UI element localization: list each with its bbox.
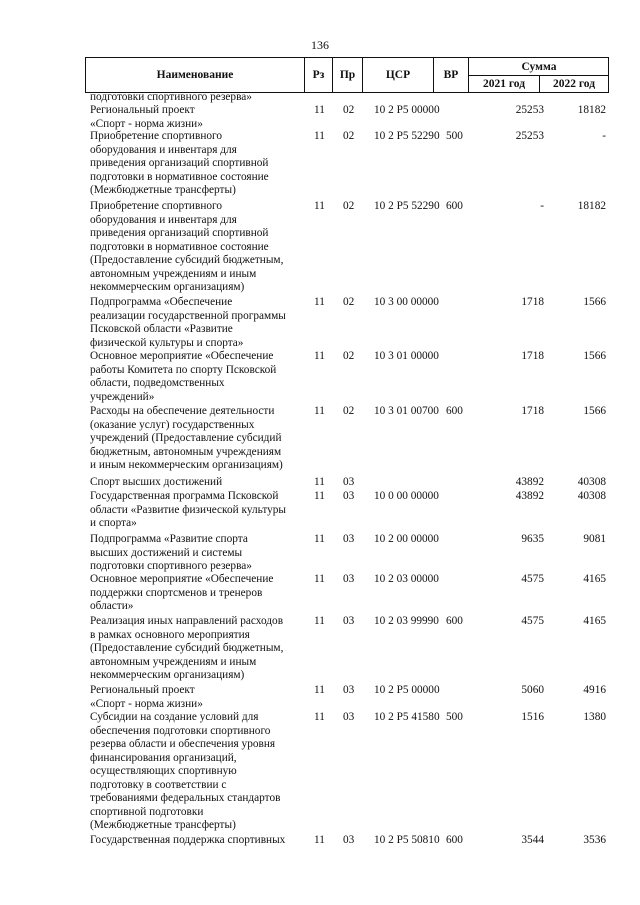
row-sum-2022: - [602, 130, 606, 142]
row-name-line: подготовки в нормативное состояние [90, 170, 269, 183]
row-name-line: высших достижений и системы [90, 546, 243, 559]
row-name-line: (Межбюджетные трансферты) [90, 184, 236, 196]
row-sum-2021: 25253 [515, 104, 544, 116]
row-name-line: (оказание услуг) государственных [90, 418, 255, 431]
row-csr: 10 3 01 00000 [374, 350, 439, 362]
row-sum-2021: 1718 [521, 350, 544, 362]
header-vr: ВР [434, 58, 469, 92]
row-name [90, 296, 305, 350]
row-name-line: спортивной подготовки [90, 805, 204, 818]
row-name-line: физической культуры и спорта» [90, 336, 244, 349]
row-csr: 10 3 01 00700 [374, 405, 439, 417]
row-name [90, 834, 305, 848]
row-sum-2021: 1718 [521, 405, 544, 417]
row-name-line: Приобретение спортивного [90, 200, 223, 212]
row-name [90, 490, 305, 531]
row-name-line: приведения организаций спортивной [90, 157, 269, 169]
row-name-line: подготовки спортивного резерва» [90, 560, 252, 572]
row-sum-2021: 43892 [515, 490, 544, 502]
row-name-line: Региональный проект [90, 104, 195, 116]
row-pr: 03 [343, 533, 355, 545]
row-name [90, 405, 305, 473]
row-name-line: Субсидии на создание условий для [90, 711, 259, 723]
row-name [90, 476, 305, 490]
row-vr: 600 [446, 834, 463, 846]
row-name-line: (Предоставление субсидий бюджетным, [90, 642, 284, 654]
header-year-2021: 2021 год [469, 75, 540, 92]
row-sum-2021: 25253 [515, 130, 544, 142]
row-name [90, 573, 305, 614]
row-sum-2022: 1566 [583, 405, 606, 417]
row-rz: 11 [314, 533, 325, 545]
row-sum-2022: 1566 [583, 350, 606, 362]
row-rz: 11 [314, 573, 325, 585]
row-name-line: Реализация иных направлений расходов [90, 615, 284, 627]
row-name-line: Основное мероприятие «Обеспечение [90, 573, 274, 585]
row-sum-2022: 18182 [577, 200, 606, 212]
header-name: Наименование [86, 58, 305, 92]
row-sum-2021: 3544 [521, 834, 544, 846]
row-name-line: и спорта» [90, 517, 137, 529]
row-name-line: приведения организаций спортивной [90, 227, 269, 239]
row-rz: 11 [314, 296, 325, 308]
row-csr: 10 2 P5 00000 [374, 684, 440, 696]
row-name-line: Подпрограмма «Обеспечение [90, 296, 233, 308]
row-csr: 10 0 00 00000 [374, 490, 439, 502]
row-name-line: Расходы на обеспечение деятельности [90, 405, 275, 417]
row-name-line: осуществляющих спортивную [90, 765, 237, 777]
row-pr: 03 [343, 834, 355, 846]
row-rz: 11 [314, 104, 325, 116]
row-name [90, 350, 305, 404]
row-name-line: поддержки спортсменов и тренеров [90, 586, 263, 599]
row-vr: 500 [446, 711, 463, 723]
row-pr: 03 [343, 490, 355, 502]
row-pr: 03 [343, 476, 355, 488]
row-name-line: учреждений» [90, 390, 155, 403]
row-name-line: подготовку в соответствии с [90, 778, 227, 791]
row-sum-2022: 40308 [577, 476, 606, 488]
row-rz: 11 [314, 130, 325, 142]
row-sum-2022: 40308 [577, 490, 606, 502]
row-name-line: «Спорт - норма жизни» [90, 117, 203, 130]
row-csr: 10 2 P5 00000 [374, 104, 440, 116]
row-name [90, 533, 305, 574]
row-csr: 10 2 P5 41580 [374, 711, 440, 723]
row-vr: 600 [446, 615, 463, 627]
header-sum: Сумма [469, 58, 609, 76]
row-name-line: области, подведомственных [90, 377, 225, 389]
page-number: 136 [311, 38, 329, 52]
row-name-line: учреждений (Предоставление субсидий [90, 432, 282, 444]
row-vr: 600 [446, 405, 463, 417]
row-name-line: области «Развитие физической культуры [90, 503, 287, 516]
row-sum-2022: 4165 [583, 615, 606, 627]
header-pr: Пр [333, 58, 363, 92]
row-sum-2021: - [540, 200, 544, 212]
row-name-line: бюджетным, автономным учреждениям [90, 445, 282, 458]
row-pr: 02 [343, 200, 355, 212]
row-sum-2021: 9635 [521, 533, 544, 545]
row-pr: 02 [343, 104, 355, 116]
row-name-line: требованиями федеральных стандартов [90, 792, 281, 804]
row-csr: 10 2 03 00000 [374, 573, 439, 585]
row-name [90, 104, 305, 131]
row-csr: 10 3 00 00000 [374, 296, 439, 308]
row-pr: 02 [343, 350, 355, 362]
row-sum-2021: 4575 [521, 615, 544, 627]
row-sum-2021: 5060 [521, 684, 544, 696]
row-sum-2021: 43892 [515, 476, 544, 488]
row-name-line: области» [90, 600, 134, 612]
row-sum-2022: 4165 [583, 573, 606, 585]
row-name-line: Государственная поддержка спортивных [90, 834, 286, 846]
row-sum-2022: 9081 [583, 533, 606, 545]
row-name-line: Государственная программа Псковской [90, 490, 279, 502]
row-name-line: Приобретение спортивного [90, 130, 223, 142]
row-csr: 10 2 00 00000 [374, 533, 439, 545]
row-name-line: (Предоставление субсидий бюджетным, [90, 254, 284, 266]
row-name-line: резерва области и обеспечения уровня [90, 738, 276, 750]
row-name-line: некоммерческим организациям) [90, 669, 245, 681]
row-name-line: оборудования и инвентаря для [90, 143, 237, 156]
row-rz: 11 [314, 200, 325, 212]
row-pr: 03 [343, 711, 355, 723]
row-name [90, 615, 305, 683]
row-sum-2021: 1516 [521, 711, 544, 723]
row-rz: 11 [314, 834, 325, 846]
row-sum-2022: 4916 [583, 684, 606, 696]
row-pr: 03 [343, 615, 355, 627]
row-name-line: оборудования и инвентаря для [90, 213, 237, 226]
row-csr: 10 2 03 99990 [374, 615, 439, 627]
row-name-line: Псковской области «Развитие [90, 323, 233, 335]
row-sum-2021: 4575 [521, 573, 544, 585]
row-name-line: финансирования организаций, [90, 751, 237, 764]
row-sum-2022: 1566 [583, 296, 606, 308]
row-rz: 11 [314, 490, 325, 502]
row-name-line: Подпрограмма «Развитие спорта [90, 533, 248, 545]
row-sum-2021: 1718 [521, 296, 544, 308]
row-name [90, 91, 305, 105]
row-vr: 500 [446, 130, 463, 142]
header-year-2022: 2022 год [552, 77, 596, 90]
row-name-line: подготовки спортивного резерва» [90, 91, 252, 103]
table-header [85, 57, 609, 93]
row-name [90, 200, 305, 295]
row-name-line: Спорт высших достижений [90, 476, 223, 488]
row-name-line: обеспечения подготовки спортивного [90, 724, 271, 737]
row-sum-2022: 18182 [577, 104, 606, 116]
row-name-line: некоммерческим организациям) [90, 281, 245, 293]
row-pr: 02 [343, 296, 355, 308]
row-rz: 11 [314, 711, 325, 723]
row-name-line: Региональный проект [90, 684, 195, 696]
row-pr: 03 [343, 573, 355, 585]
row-name-line: «Спорт - норма жизни» [90, 697, 203, 710]
row-vr: 600 [446, 200, 463, 212]
row-pr: 02 [343, 405, 355, 417]
row-pr: 03 [343, 684, 355, 696]
row-csr: 10 2 P5 52290 [374, 200, 440, 212]
row-name-line: (Межбюджетные трансферты) [90, 819, 236, 831]
row-csr: 10 2 P5 50810 [374, 834, 440, 846]
row-sum-2022: 1380 [583, 711, 606, 723]
row-name-line: в рамках основного мероприятия [90, 628, 250, 641]
row-name-line: автономным учреждениям и иным [90, 655, 257, 668]
row-rz: 11 [314, 476, 325, 488]
row-pr: 02 [343, 130, 355, 142]
row-rz: 11 [314, 405, 325, 417]
row-name [90, 130, 305, 198]
header-rz: Рз [305, 58, 333, 92]
row-name-line: и иным некоммерческим организациям) [90, 459, 283, 471]
row-name-line: Основное мероприятие «Обеспечение [90, 350, 274, 362]
row-name [90, 684, 305, 711]
row-rz: 11 [314, 350, 325, 362]
row-name-line: реализации государственной программы [90, 309, 286, 322]
row-rz: 11 [314, 684, 325, 696]
header-sum-group [469, 58, 609, 92]
row-rz: 11 [314, 615, 325, 627]
row-name-line: работы Комитета по спорту Псковской [90, 363, 277, 376]
header-csr: ЦСР [363, 58, 434, 92]
row-name-line: автономным учреждениям и иным [90, 267, 257, 280]
row-sum-2022: 3536 [583, 834, 606, 846]
row-csr: 10 2 P5 52290 [374, 130, 440, 142]
row-name [90, 711, 305, 833]
row-name-line: подготовки в нормативное состояние [90, 240, 269, 253]
